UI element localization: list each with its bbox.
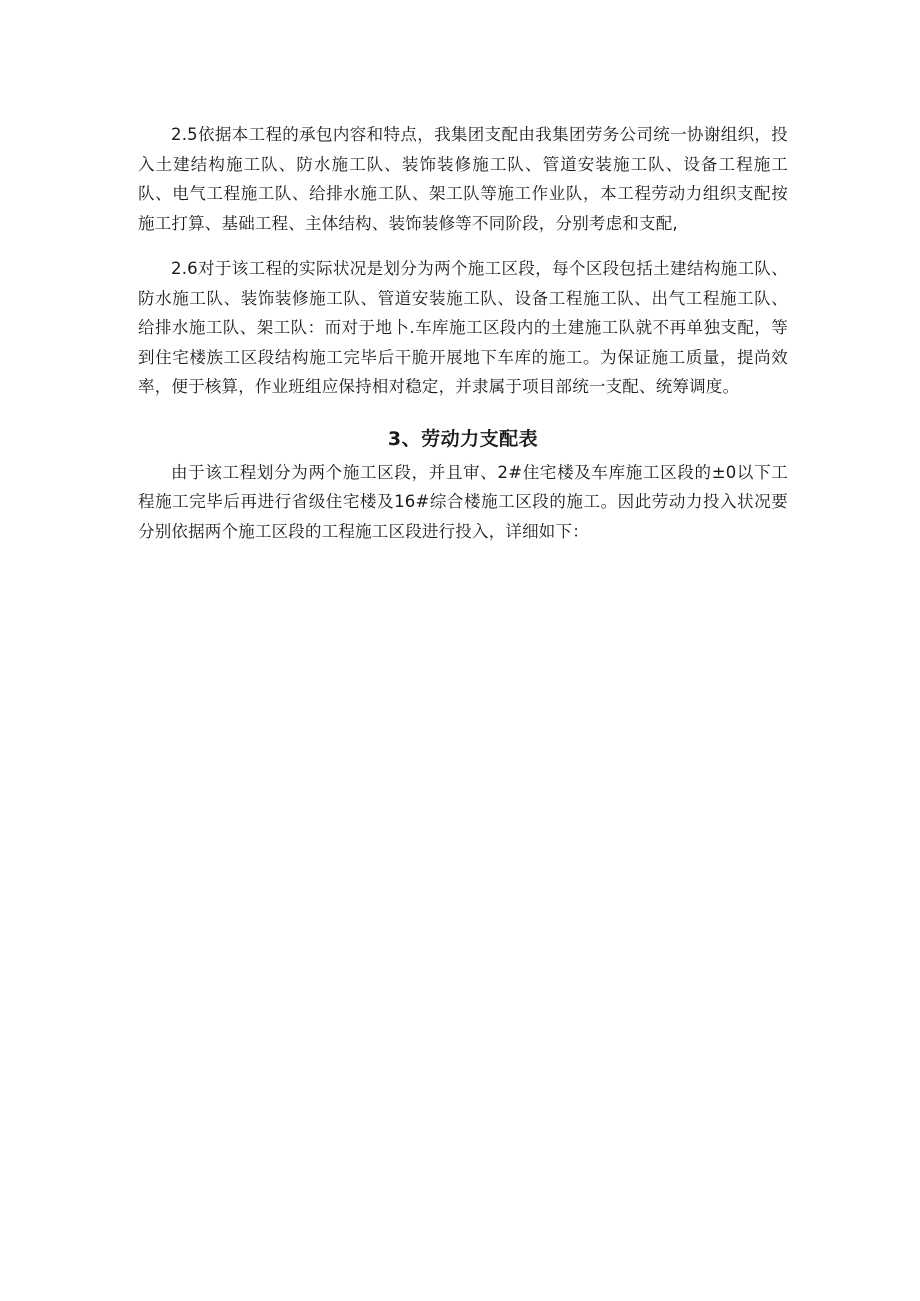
section-paragraph: 由于该工程划分为两个施工区段，并且审、2#住宅楼及车库施工区段的±0以下工程施工完毕后再进行省级住宅楼及16#综合楼施工区段的施工。因此劳动力投入状况要分别依据两个施工区段的工程施工区段进行投入，详细如下：: [138, 462, 788, 541]
paragraph-2-5: 2.5依据本工程的承包内容和特点，我集团支配由我集团劳务公司统一协谢组织，投入土建结构施工队、防水施工队、装饰装修施工队、管道安装施工队、设备工程施工队、电气工程施工队、给排水施工队、架工队等施工作业队，本工程劳动力组织支配按施工打算、基础工程、主体结构、装饰装修等不同阶段，分别考虑和支配,: [138, 125, 788, 233]
section-title: 3、劳动力支配表: [387, 427, 539, 450]
document-body: [138, 120, 788, 546]
paragraph-2-6: 2.6对于该工程的实际状况是划分为两个施工区段，每个区段包括土建结构施工队、防水施工队、装饰装修施工队、管道安装施工队、设备工程施工队、出气工程施工队、给排水施工队、架工队：而对于地卜.车库施工区段内的土建施工队就不再单独支配，等到住宅楼族工区段结构施工完毕后干脆开展地下车库的施工。为保证施工质量，提尚效率，便于核算，作业班组应保持相对稳定，并隶属于项目部统一支配、统筹调度。: [138, 259, 788, 396]
